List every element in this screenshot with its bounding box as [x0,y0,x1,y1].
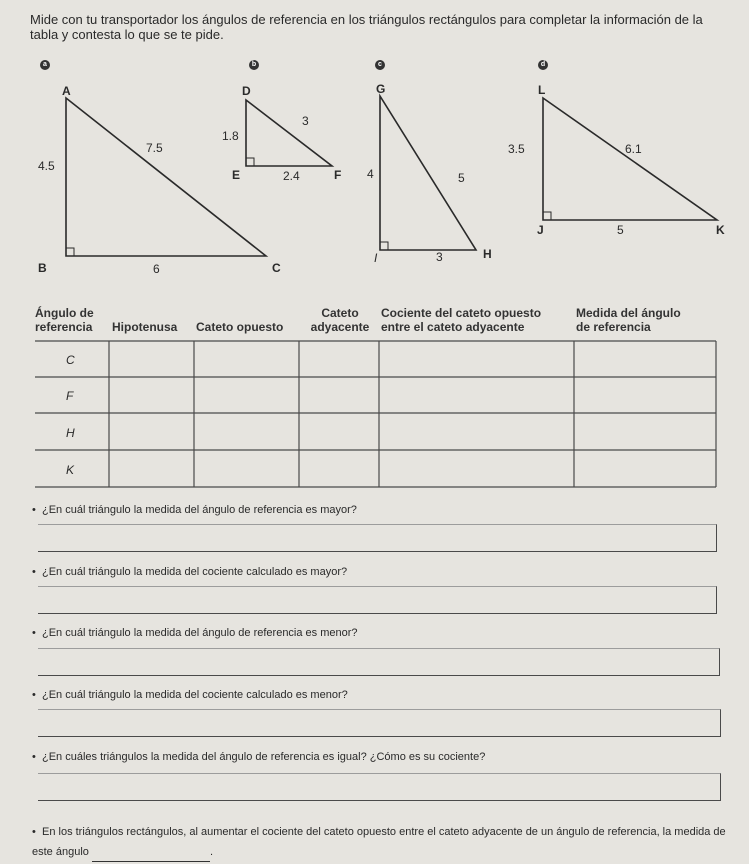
table-row-label: H [66,426,75,440]
question-2: • ¿En cuál triángulo la medida del cociente calculado es mayor? [32,566,348,578]
vertex-F: F [334,168,342,182]
answer-blank[interactable] [92,849,210,862]
instructions: Mide con tu transportador los ángulos de referencia en los triángulos rectángulos para completar la información de la tabla y contesta lo que se te pide. [30,12,703,42]
table-row-label: C [66,353,75,367]
table-header-measure: Medida del ángulo de referencia [576,306,681,334]
question-4: • ¿En cuál triángulo la medida del cociente calculado es menor? [32,689,348,701]
side-label: 6.1 [625,142,642,156]
question-5: • ¿En cuáles triángulos la medida del ángulo de referencia es igual? ¿Cómo es su cociente? [32,751,486,763]
vertex-D: D [242,84,251,98]
vertex-J: J [537,223,544,237]
side-label: 3 [436,250,443,264]
side-label: 4.5 [38,159,55,173]
answer-field-5[interactable] [38,773,721,801]
vertex-H: H [483,247,492,261]
side-label: 2.4 [283,169,300,183]
vertex-C: C [272,261,281,275]
answer-field-3[interactable] [38,648,720,676]
table-row-label: K [66,463,75,477]
question-3: • ¿En cuál triángulo la medida del ángulo de referencia es menor? [32,627,358,639]
table-header-opposite: Cateto opuesto [196,320,284,334]
table-header-hypotenuse: Hipotenusa [112,320,178,334]
vertex-K: K [716,223,725,237]
side-label: 3 [302,114,309,128]
vertex-E: E [232,168,241,182]
table-header-angle: Ángulo de referencia [35,306,94,334]
final-statement: • En los triángulos rectángulos, al aumentar el cociente del cateto opuesto entre el cateto adyacente de un ángulo de referencia, la medida de este ángulo . [32,822,732,862]
side-label: 7.5 [146,141,163,155]
badge-c: c [375,60,385,70]
question-1: • ¿En cuál triángulo la medida del ángulo de referencia es mayor? [32,504,357,516]
side-label: 4 [367,167,374,181]
vertex-G: G [376,82,386,96]
badge-d: d [538,60,548,70]
table-header-quotient: Cociente del cateto opuesto entre el cateto adyacente [381,306,542,334]
vertex-A: A [62,84,71,98]
side-label: 6 [153,262,160,276]
answer-field-2[interactable] [38,586,717,614]
side-label: 3.5 [508,142,525,156]
badge-b: b [249,60,259,70]
vertex-L: L [538,83,546,97]
answer-field-4[interactable] [38,709,721,737]
vertex-B: B [38,261,47,275]
answer-field-1[interactable] [38,524,717,552]
side-label: 5 [617,223,624,237]
badge-a: a [40,60,50,70]
table-row-label: F [66,389,74,403]
side-label: 5 [458,171,465,185]
side-label: 1.8 [222,129,239,143]
table-header-adjacent: Cateto adyacente [310,306,370,334]
vertex-I: I [374,251,378,265]
